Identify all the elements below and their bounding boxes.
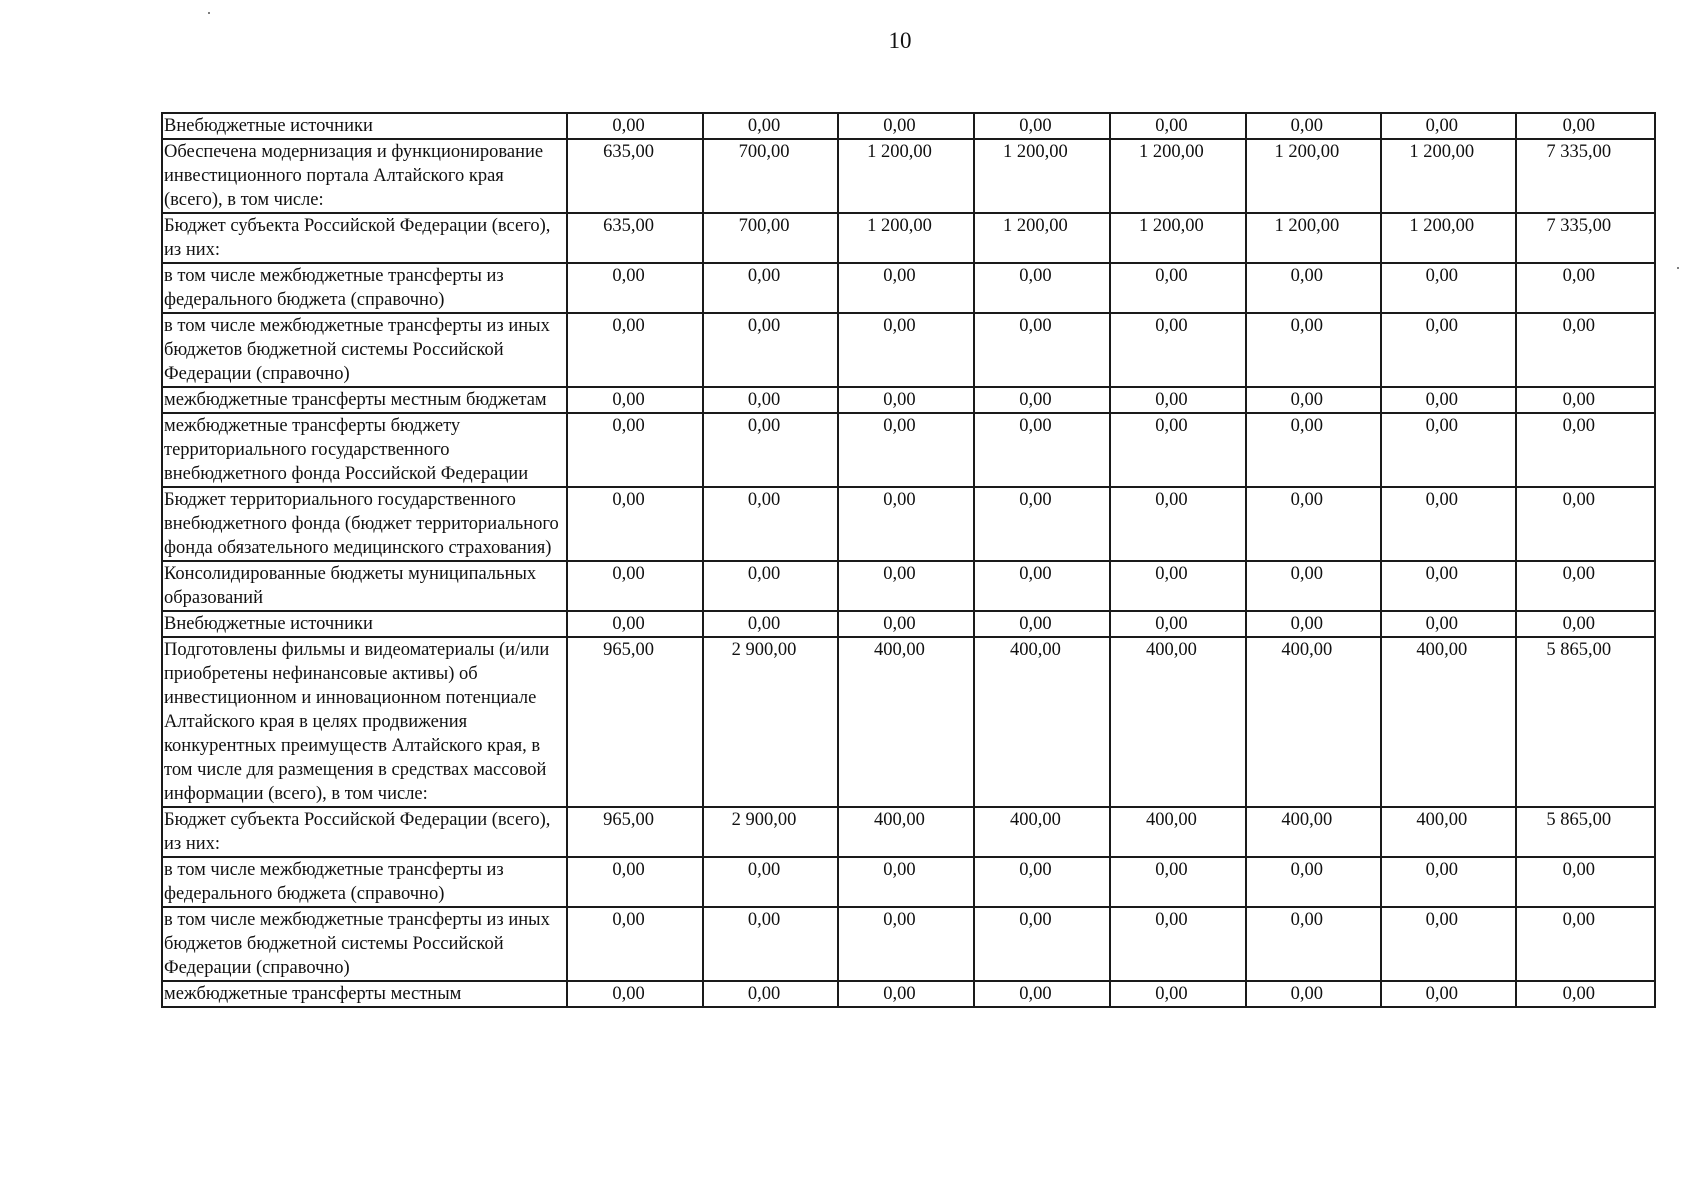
value-cell: 0,00 bbox=[703, 313, 838, 387]
value-cell: 700,00 bbox=[703, 139, 838, 213]
value-cell: 0,00 bbox=[1516, 561, 1656, 611]
value-cell: 0,00 bbox=[838, 561, 973, 611]
value-cell: 0,00 bbox=[838, 981, 973, 1007]
value-cell: 0,00 bbox=[1516, 857, 1656, 907]
value-cell: 0,00 bbox=[838, 857, 973, 907]
value-cell: 0,00 bbox=[567, 981, 702, 1007]
value-cell: 0,00 bbox=[703, 857, 838, 907]
value-cell: 0,00 bbox=[567, 413, 702, 487]
value-cell: 0,00 bbox=[703, 263, 838, 313]
row-label: в том числе межбюджетные трансферты из федерального бюджета (справочно) bbox=[162, 263, 567, 313]
value-cell: 0,00 bbox=[1110, 263, 1245, 313]
row-label: межбюджетные трансферты местным бюджетам bbox=[162, 387, 567, 413]
value-cell: 0,00 bbox=[703, 487, 838, 561]
value-cell: 0,00 bbox=[838, 907, 973, 981]
table-row bbox=[162, 139, 1655, 213]
value-cell: 965,00 bbox=[567, 637, 702, 807]
value-cell: 0,00 bbox=[1110, 611, 1245, 637]
row-label: Внебюджетные источники bbox=[162, 113, 567, 139]
value-cell: 700,00 bbox=[703, 213, 838, 263]
value-cell: 0,00 bbox=[974, 857, 1110, 907]
value-cell: 0,00 bbox=[1381, 387, 1515, 413]
value-cell: 0,00 bbox=[1516, 387, 1656, 413]
value-cell: 1 200,00 bbox=[1381, 139, 1515, 213]
value-cell: 0,00 bbox=[974, 907, 1110, 981]
row-label: в том числе межбюджетные трансферты из федерального бюджета (справочно) bbox=[162, 857, 567, 907]
value-cell: 5 865,00 bbox=[1516, 637, 1656, 807]
value-cell: 0,00 bbox=[974, 113, 1110, 139]
value-cell: 0,00 bbox=[567, 387, 702, 413]
value-cell: 0,00 bbox=[1516, 611, 1656, 637]
table-row bbox=[162, 807, 1655, 857]
value-cell: 0,00 bbox=[1381, 981, 1515, 1007]
value-cell: 0,00 bbox=[974, 611, 1110, 637]
value-cell: 400,00 bbox=[838, 807, 973, 857]
value-cell: 0,00 bbox=[567, 313, 702, 387]
value-cell: 0,00 bbox=[974, 387, 1110, 413]
value-cell: 0,00 bbox=[974, 413, 1110, 487]
value-cell: 1 200,00 bbox=[974, 139, 1110, 213]
value-cell: 0,00 bbox=[1246, 487, 1381, 561]
value-cell: 2 900,00 bbox=[703, 807, 838, 857]
value-cell: 0,00 bbox=[1381, 263, 1515, 313]
value-cell: 0,00 bbox=[974, 561, 1110, 611]
value-cell: 0,00 bbox=[703, 981, 838, 1007]
value-cell: 0,00 bbox=[1381, 313, 1515, 387]
value-cell: 0,00 bbox=[1381, 611, 1515, 637]
value-cell: 0,00 bbox=[838, 263, 973, 313]
row-label: Бюджет субъекта Российской Федерации (всего), из них: bbox=[162, 213, 567, 263]
table-row bbox=[162, 487, 1655, 561]
scan-speck bbox=[1677, 267, 1679, 269]
value-cell: 0,00 bbox=[1246, 857, 1381, 907]
value-cell: 400,00 bbox=[974, 637, 1110, 807]
value-cell: 0,00 bbox=[1381, 561, 1515, 611]
value-cell: 1 200,00 bbox=[838, 213, 973, 263]
value-cell: 0,00 bbox=[567, 263, 702, 313]
value-cell: 0,00 bbox=[1246, 113, 1381, 139]
value-cell: 0,00 bbox=[1381, 907, 1515, 981]
value-cell: 400,00 bbox=[838, 637, 973, 807]
row-label: межбюджетные трансферты бюджету территориального государственного внебюджетного фонда Российской Федерации bbox=[162, 413, 567, 487]
value-cell: 0,00 bbox=[1246, 981, 1381, 1007]
value-cell: 0,00 bbox=[567, 907, 702, 981]
row-label: в том числе межбюджетные трансферты из иных бюджетов бюджетной системы Российской Федерации (справочно) bbox=[162, 907, 567, 981]
value-cell: 0,00 bbox=[703, 611, 838, 637]
value-cell: 1 200,00 bbox=[838, 139, 973, 213]
value-cell: 0,00 bbox=[703, 113, 838, 139]
row-label: Бюджет территориального государственного внебюджетного фонда (бюджет территориального фонда обязательного медицинского страхования) bbox=[162, 487, 567, 561]
table-row bbox=[162, 561, 1655, 611]
value-cell: 1 200,00 bbox=[974, 213, 1110, 263]
value-cell: 0,00 bbox=[838, 487, 973, 561]
value-cell: 0,00 bbox=[838, 413, 973, 487]
value-cell: 0,00 bbox=[567, 857, 702, 907]
row-label: Внебюджетные источники bbox=[162, 611, 567, 637]
value-cell: 0,00 bbox=[1381, 413, 1515, 487]
value-cell: 1 200,00 bbox=[1381, 213, 1515, 263]
value-cell: 400,00 bbox=[1381, 637, 1515, 807]
value-cell: 0,00 bbox=[974, 487, 1110, 561]
table-row bbox=[162, 113, 1655, 139]
value-cell: 0,00 bbox=[703, 387, 838, 413]
value-cell: 0,00 bbox=[1110, 113, 1245, 139]
value-cell: 1 200,00 bbox=[1110, 213, 1245, 263]
value-cell: 7 335,00 bbox=[1516, 213, 1656, 263]
table-row bbox=[162, 413, 1655, 487]
value-cell: 0,00 bbox=[1246, 387, 1381, 413]
value-cell: 965,00 bbox=[567, 807, 702, 857]
row-label: в том числе межбюджетные трансферты из иных бюджетов бюджетной системы Российской Федерации (справочно) bbox=[162, 313, 567, 387]
value-cell: 0,00 bbox=[838, 313, 973, 387]
value-cell: 0,00 bbox=[1246, 263, 1381, 313]
value-cell: 0,00 bbox=[974, 981, 1110, 1007]
value-cell: 7 335,00 bbox=[1516, 139, 1656, 213]
value-cell: 0,00 bbox=[567, 113, 702, 139]
row-label: Обеспечена модернизация и функционирование инвестиционного портала Алтайского края (всего), в том числе: bbox=[162, 139, 567, 213]
value-cell: 0,00 bbox=[1516, 981, 1656, 1007]
value-cell: 0,00 bbox=[703, 413, 838, 487]
value-cell: 0,00 bbox=[567, 487, 702, 561]
value-cell: 1 200,00 bbox=[1246, 213, 1381, 263]
table-row bbox=[162, 387, 1655, 413]
budget-table bbox=[161, 112, 1656, 1008]
value-cell: 0,00 bbox=[1110, 487, 1245, 561]
value-cell: 0,00 bbox=[1110, 907, 1245, 981]
table-row bbox=[162, 981, 1655, 1007]
table-row bbox=[162, 637, 1655, 807]
value-cell: 0,00 bbox=[1246, 611, 1381, 637]
value-cell: 0,00 bbox=[1381, 113, 1515, 139]
value-cell: 0,00 bbox=[703, 907, 838, 981]
value-cell: 0,00 bbox=[1110, 313, 1245, 387]
value-cell: 635,00 bbox=[567, 213, 702, 263]
value-cell: 0,00 bbox=[1110, 387, 1245, 413]
value-cell: 0,00 bbox=[1516, 263, 1656, 313]
value-cell: 400,00 bbox=[1110, 807, 1245, 857]
value-cell: 0,00 bbox=[1381, 487, 1515, 561]
value-cell: 0,00 bbox=[1381, 857, 1515, 907]
value-cell: 0,00 bbox=[838, 611, 973, 637]
value-cell: 0,00 bbox=[1246, 313, 1381, 387]
value-cell: 0,00 bbox=[1246, 907, 1381, 981]
value-cell: 0,00 bbox=[1246, 413, 1381, 487]
table-row bbox=[162, 857, 1655, 907]
value-cell: 400,00 bbox=[1381, 807, 1515, 857]
table-row bbox=[162, 213, 1655, 263]
value-cell: 400,00 bbox=[1246, 807, 1381, 857]
budget-table-body bbox=[162, 113, 1655, 1007]
value-cell: 0,00 bbox=[1516, 487, 1656, 561]
value-cell: 1 200,00 bbox=[1110, 139, 1245, 213]
value-cell: 0,00 bbox=[974, 263, 1110, 313]
budget-table-container bbox=[161, 112, 1656, 1008]
row-label: межбюджетные трансферты местным bbox=[162, 981, 567, 1007]
table-row bbox=[162, 313, 1655, 387]
value-cell: 400,00 bbox=[1246, 637, 1381, 807]
value-cell: 0,00 bbox=[1516, 907, 1656, 981]
value-cell: 0,00 bbox=[838, 113, 973, 139]
value-cell: 0,00 bbox=[1110, 561, 1245, 611]
row-label: Бюджет субъекта Российской Федерации (всего), из них: bbox=[162, 807, 567, 857]
value-cell: 0,00 bbox=[1516, 113, 1656, 139]
value-cell: 635,00 bbox=[567, 139, 702, 213]
value-cell: 0,00 bbox=[703, 561, 838, 611]
value-cell: 0,00 bbox=[1110, 981, 1245, 1007]
value-cell: 0,00 bbox=[1110, 857, 1245, 907]
value-cell: 5 865,00 bbox=[1516, 807, 1656, 857]
value-cell: 0,00 bbox=[1110, 413, 1245, 487]
value-cell: 1 200,00 bbox=[1246, 139, 1381, 213]
value-cell: 0,00 bbox=[974, 313, 1110, 387]
value-cell: 0,00 bbox=[1246, 561, 1381, 611]
value-cell: 0,00 bbox=[1516, 313, 1656, 387]
value-cell: 0,00 bbox=[567, 611, 702, 637]
page-number: 10 bbox=[888, 28, 912, 53]
value-cell: 0,00 bbox=[838, 387, 973, 413]
row-label: Подготовлены фильмы и видеоматериалы (и/или приобретены нефинансовые активы) об инвестиционном и инновационном потенциале Алтайского края в целях продвижения конкурентных преимуществ Алтайского края, в том числе для размещения в средствах массовой информации (всего), в том числе: bbox=[162, 637, 567, 807]
value-cell: 400,00 bbox=[974, 807, 1110, 857]
table-row bbox=[162, 907, 1655, 981]
value-cell: 2 900,00 bbox=[703, 637, 838, 807]
scan-speck bbox=[208, 12, 210, 14]
value-cell: 0,00 bbox=[567, 561, 702, 611]
table-row bbox=[162, 611, 1655, 637]
value-cell: 0,00 bbox=[1516, 413, 1656, 487]
table-row bbox=[162, 263, 1655, 313]
row-label: Консолидированные бюджеты муниципальных образований bbox=[162, 561, 567, 611]
value-cell: 400,00 bbox=[1110, 637, 1245, 807]
